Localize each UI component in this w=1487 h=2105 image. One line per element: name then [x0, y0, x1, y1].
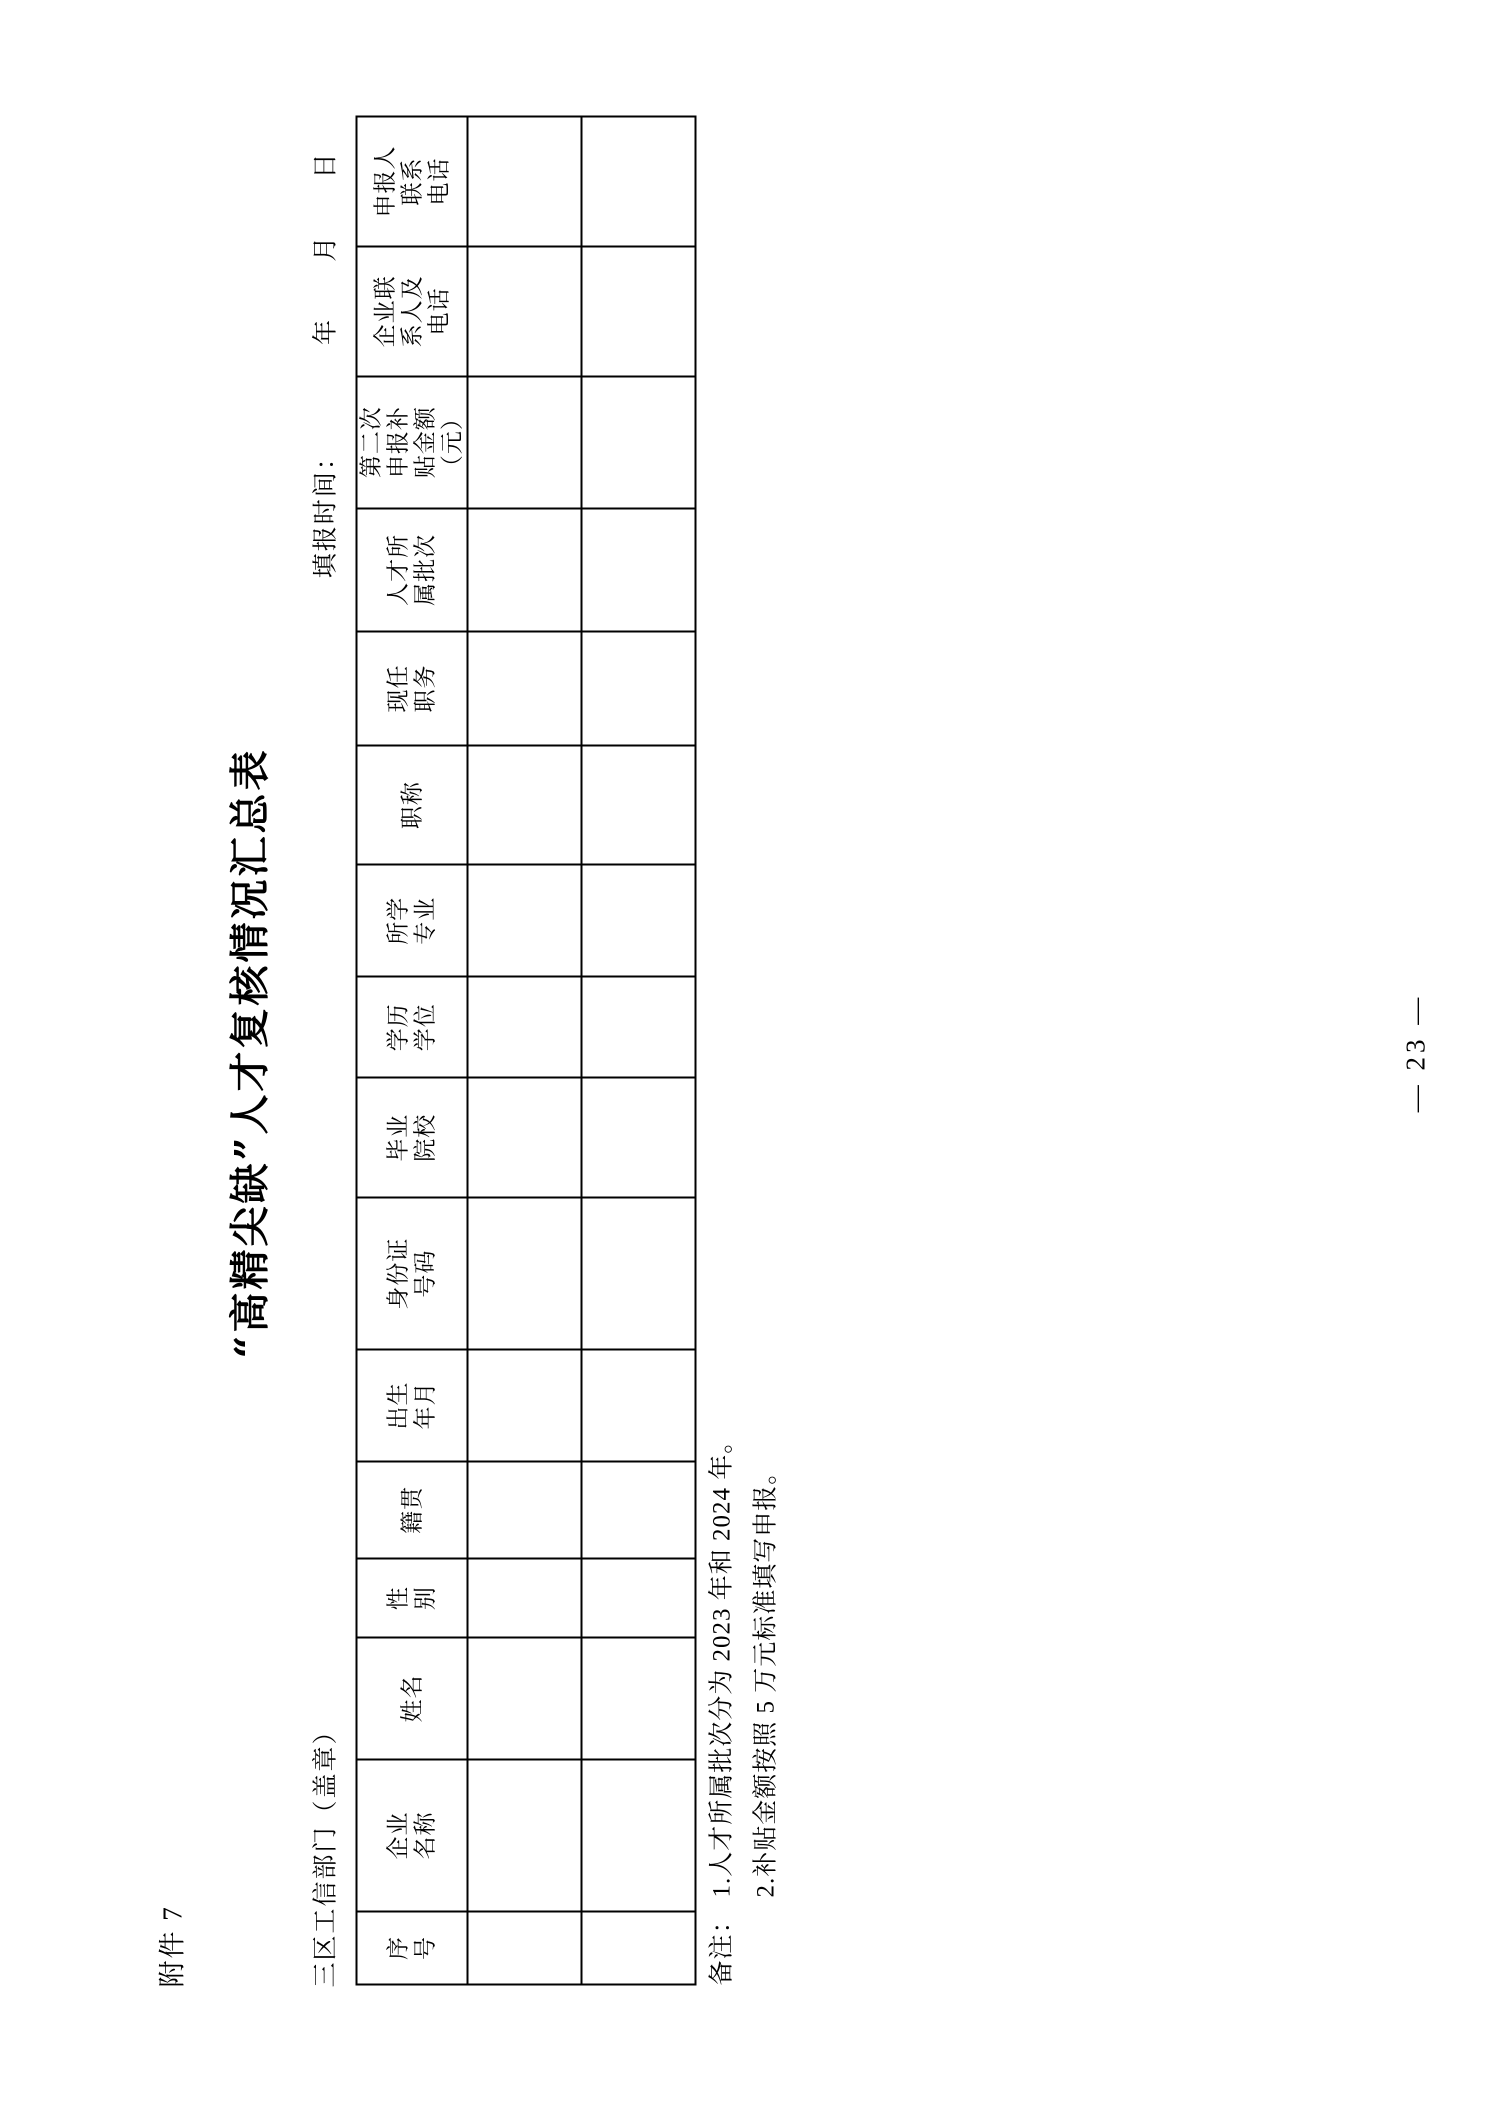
column-header-company: 企业 名称: [356, 1759, 467, 1911]
summary-table: [355, 115, 696, 1985]
org-stamp-line: 三区工信部门（盖章）: [312, 1716, 339, 1987]
cell-applicant-contact[interactable]: [581, 116, 695, 246]
cell-native-place[interactable]: [581, 1461, 695, 1558]
cell-birth[interactable]: [581, 1349, 695, 1461]
table-header-row: [356, 116, 467, 1984]
cell-second-subsidy[interactable]: [581, 376, 695, 508]
cell-birth[interactable]: [467, 1349, 581, 1461]
cell-title-rank[interactable]: [467, 745, 581, 865]
column-header-seq: 序 号: [356, 1911, 467, 1984]
cell-position[interactable]: [581, 631, 695, 745]
column-header-degree: 学历 学位: [356, 976, 467, 1077]
cell-position[interactable]: [467, 631, 581, 745]
report-date-line: [305, 107, 341, 578]
table-row: [581, 116, 695, 1984]
column-header-birth: 出生 年月: [356, 1349, 467, 1461]
cell-batch[interactable]: [467, 508, 581, 632]
cell-name[interactable]: [581, 1637, 695, 1759]
notes-label: 备注：: [708, 1906, 735, 1985]
note-item: 2.补贴金额按照 5 万元标准填写申报。: [751, 1458, 779, 1897]
cell-gender[interactable]: [581, 1558, 695, 1637]
column-header-batch: 人才所 属批次: [356, 508, 467, 632]
column-header-second-subsidy: 第二次 申报补 贴金额 （元）: [356, 376, 467, 508]
header-meta-row: [305, 107, 341, 1987]
cell-gender[interactable]: [467, 1558, 581, 1637]
cell-degree[interactable]: [467, 976, 581, 1077]
column-header-applicant-contact: 申报人 联系 电话: [356, 116, 467, 246]
column-header-id-number: 身份证 号码: [356, 1197, 467, 1349]
note-item: 1.人才所属批次分为 2023 年和 2024 年。: [708, 1427, 735, 1897]
column-header-native-place: 籍贯: [356, 1461, 467, 1558]
cell-company[interactable]: [581, 1759, 695, 1911]
page-title: “高精尖缺”人才复核情况汇总表: [226, 747, 273, 1359]
page-number: — 23 —: [1400, 993, 1430, 1112]
cell-name[interactable]: [467, 1637, 581, 1759]
cell-native-place[interactable]: [467, 1461, 581, 1558]
cell-second-subsidy[interactable]: [467, 376, 581, 508]
cell-applicant-contact[interactable]: [467, 116, 581, 246]
cell-degree[interactable]: [581, 976, 695, 1077]
cell-batch[interactable]: [581, 508, 695, 632]
column-header-school: 毕业 院校: [356, 1077, 467, 1197]
cell-seq[interactable]: [581, 1911, 695, 1984]
cell-school[interactable]: [467, 1077, 581, 1197]
column-header-position: 现任 职务: [356, 631, 467, 745]
column-header-gender: 性 别: [356, 1558, 467, 1637]
cell-id-number[interactable]: [467, 1197, 581, 1349]
cell-major[interactable]: [467, 864, 581, 976]
notes-items: [700, 1427, 788, 1897]
column-header-title-rank: 职称: [356, 745, 467, 865]
cell-company-contact[interactable]: [467, 246, 581, 376]
cell-seq[interactable]: [467, 1911, 581, 1984]
cell-company[interactable]: [467, 1759, 581, 1911]
cell-major[interactable]: [581, 864, 695, 976]
cell-school[interactable]: [581, 1077, 695, 1197]
column-header-name: 姓名: [356, 1637, 467, 1759]
notes-block: [700, 1427, 788, 1985]
column-header-company-contact: 企业联 系人及 电话: [356, 246, 467, 376]
column-header-major: 所学 专业: [356, 864, 467, 976]
table-row: [467, 116, 581, 1984]
attachment-label: 附件 7: [157, 1904, 187, 1987]
cell-company-contact[interactable]: [581, 246, 695, 376]
report-date-label: 填报时间：: [312, 442, 339, 578]
cell-id-number[interactable]: [581, 1197, 695, 1349]
cell-title-rank[interactable]: [581, 745, 695, 865]
report-date-ymd: 年 月 日: [312, 127, 339, 345]
